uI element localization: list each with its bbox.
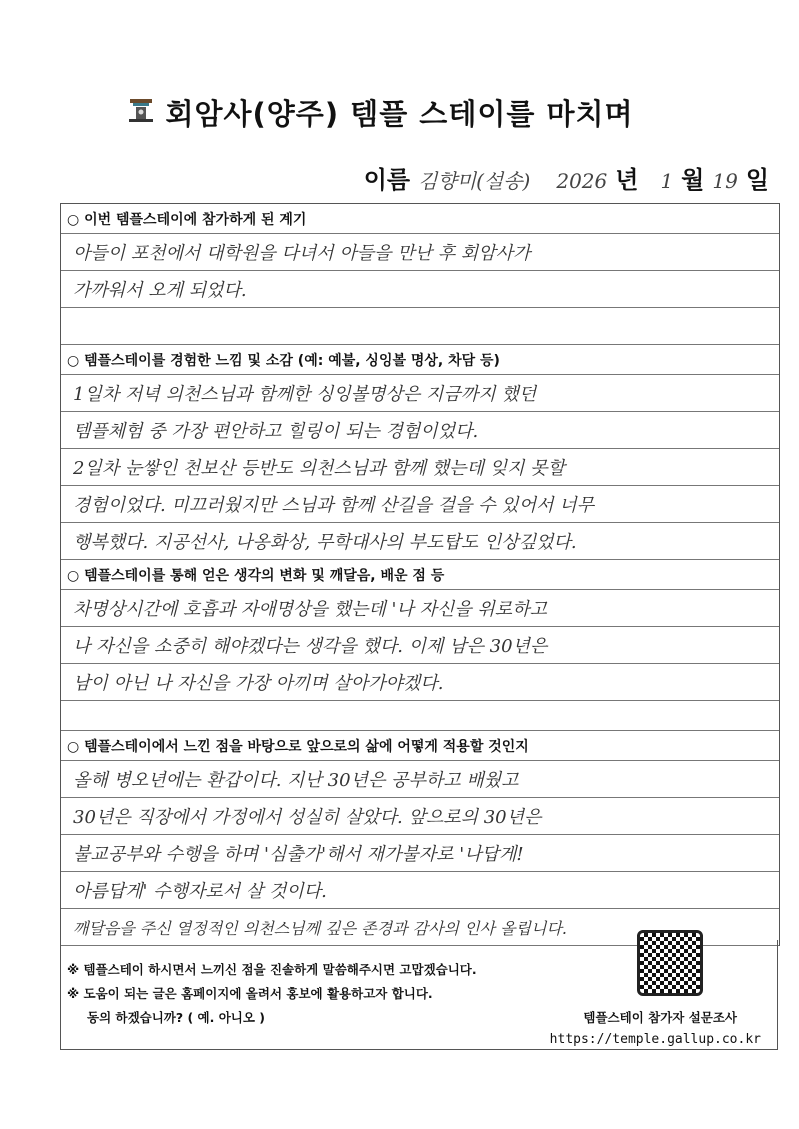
answer-line: 경험이었다. 미끄러웠지만 스님과 함께 산길을 걸을 수 있어서 너무 bbox=[61, 486, 779, 523]
answer-line bbox=[61, 701, 779, 731]
answer-line: 남이 아닌 나 자신을 가장 아끼며 살아가야겠다. bbox=[61, 664, 779, 701]
answer-line: 차명상시간에 호흡과 자애명상을 했는데 '나 자신을 위로하고 bbox=[61, 590, 779, 627]
day-label: 일 bbox=[745, 166, 769, 194]
section-heading: ○ 템플스테이를 경험한 느낌 및 소감 (예: 예불, 싱잉볼 명상, 차담 등) bbox=[61, 345, 779, 375]
answer-line: 나 자신을 소중히 해야겠다는 생각을 했다. 이제 남은 30년은 bbox=[61, 627, 779, 664]
consent-question: 동의 하겠습니까? ( 예. 아니오 ) bbox=[87, 1010, 266, 1025]
survey-url-link[interactable]: https://temple.gallup.co.kr bbox=[549, 1032, 761, 1047]
answer-line: 2일차 눈쌓인 천보산 등반도 의천스님과 함께 했는데 잊지 못할 bbox=[61, 449, 779, 486]
name-date-line bbox=[364, 160, 769, 195]
answer-line: 올해 병오년에는 환갑이다. 지난 30년은 공부하고 배웠고 bbox=[61, 761, 779, 798]
answer-line: 불교공부와 수행을 하며 '심출가'해서 재가불자로 '나답게! bbox=[61, 835, 779, 872]
answer-line: 아들이 포천에서 대학원을 다녀서 아들을 만난 후 회암사가 bbox=[61, 234, 779, 271]
survey-form bbox=[60, 203, 780, 946]
section-heading: ○ 이번 템플스테이에 참가하게 된 계기 bbox=[61, 204, 779, 234]
section-heading: ○ 템플스테이에서 느낀 점을 바탕으로 앞으로의 삶에 어떻게 적용할 것인지 bbox=[61, 731, 779, 761]
name-value: 김향미(설송) bbox=[418, 169, 531, 193]
footer-note: ※ 템플스테이 하시면서 느끼신 점을 진솔하게 말씀해주시면 고맙겠습니다. bbox=[67, 962, 477, 977]
year-label: 년 bbox=[615, 166, 639, 194]
month-label: 월 bbox=[681, 166, 705, 194]
answer-line: 30년은 직장에서 가정에서 성실히 살았다. 앞으로의 30년은 bbox=[61, 798, 779, 835]
page-title: 회암사(양주) 템플 스테이를 마치며 bbox=[165, 97, 634, 131]
section-heading: ○ 템플스테이를 통해 얻은 생각의 변화 및 깨달음, 배운 점 등 bbox=[61, 560, 779, 590]
name-label: 이름 bbox=[363, 166, 411, 194]
day-value: 19 bbox=[712, 169, 738, 193]
answer-line: 템플체험 중 가장 편안하고 힐링이 되는 경험이었다. bbox=[61, 412, 779, 449]
month-value: 1 bbox=[660, 169, 674, 193]
form-footer bbox=[60, 940, 778, 1050]
answer-line: 아름답게' 수행자로서 살 것이다. bbox=[61, 872, 779, 909]
answer-line bbox=[61, 308, 779, 345]
answer-line: 가까워서 오게 되었다. bbox=[61, 271, 779, 308]
answer-line: 1일차 저녁 의천스님과 함께한 싱잉볼명상은 지금까지 했던 bbox=[61, 375, 779, 412]
answer-line: 깨달음을 주신 열정적인 의천스님께 깊은 존경과 감사의 인사 올립니다. bbox=[61, 909, 779, 946]
year-value: 2026 bbox=[556, 169, 608, 193]
qr-code-icon[interactable] bbox=[637, 930, 703, 996]
answer-line: 행복했다. 지공선사, 나옹화상, 무학대사의 부도탑도 인상깊었다. bbox=[61, 523, 779, 560]
qr-label: 템플스테이 참가자 설문조사 bbox=[583, 1010, 737, 1025]
footer-note: ※ 도움이 되는 글은 홈페이지에 올려서 홍보에 활용하고자 합니다. bbox=[67, 986, 433, 1001]
